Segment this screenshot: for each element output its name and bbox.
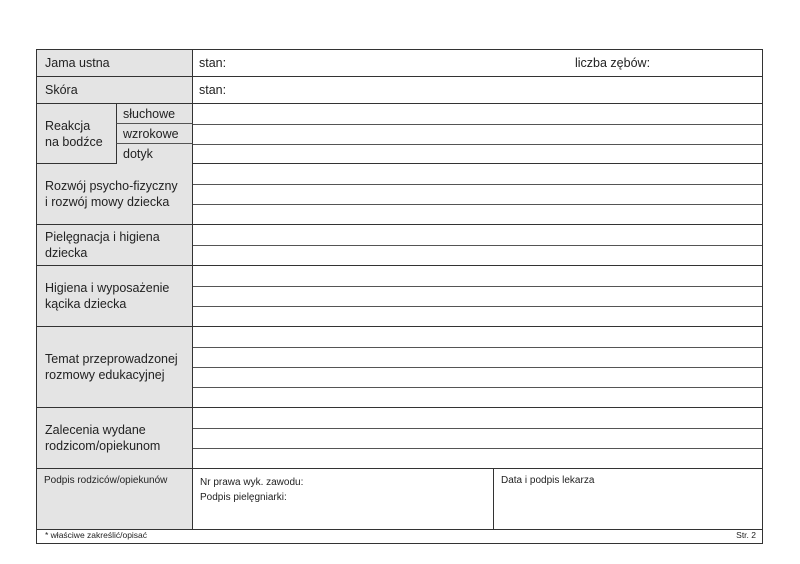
doctor-signature-label: Data i podpis lekarza	[501, 475, 595, 486]
parents-signature-label: Podpis rodziców/opiekunów	[44, 475, 168, 486]
field-temat[interactable]	[193, 327, 762, 407]
writing-line	[193, 306, 762, 307]
row-zalecenia	[37, 408, 762, 469]
row-pielegnacja	[37, 225, 762, 266]
nurse-license-label: Nr prawa wyk. zawodu:	[200, 477, 304, 488]
field-reakcja[interactable]	[193, 104, 762, 163]
doctor-signature-cell[interactable]	[494, 469, 762, 529]
row-label-pielegnacja: Pielęgnacja i higiena dziecka	[37, 225, 193, 265]
field-higiena[interactable]	[193, 266, 762, 326]
field-rozwoj[interactable]	[193, 164, 762, 224]
liczba-zebow-label: liczba zębów:	[575, 56, 651, 70]
sub-label-sluchowe: słuchowe	[116, 104, 193, 124]
row-skora	[37, 77, 762, 104]
stan-label: stan:	[199, 56, 227, 70]
writing-line	[193, 387, 762, 388]
row-reakcja	[37, 104, 762, 164]
writing-line	[193, 245, 762, 246]
field-jama-ustna[interactable]	[193, 50, 762, 76]
writing-line	[193, 184, 762, 185]
row-signatures	[37, 469, 762, 530]
row-jama-ustna	[37, 50, 762, 77]
sub-label-dotyk: dotyk	[116, 144, 193, 164]
row-label-reakcja: Reakcja na bodźce	[37, 104, 116, 163]
row-label-jama-ustna: Jama ustna	[37, 50, 193, 76]
row-label-skora: Skóra	[37, 77, 193, 103]
row-label-temat: Temat przeprowadzonej rozmowy edukacyjnej	[37, 327, 193, 407]
field-pielegnacja[interactable]	[193, 225, 762, 265]
writing-line	[193, 367, 762, 368]
row-rozwoj	[37, 164, 762, 225]
row-label-zalecenia: Zalecenia wydane rodzicom/opiekunom	[37, 408, 193, 468]
writing-line	[193, 144, 762, 145]
health-form	[36, 49, 763, 544]
nurse-signature-label: Podpis pielęgniarki:	[200, 492, 287, 503]
form-footer	[37, 527, 762, 543]
writing-line	[193, 204, 762, 205]
writing-line	[193, 124, 762, 125]
writing-line	[193, 448, 762, 449]
writing-line	[193, 347, 762, 348]
row-temat	[37, 327, 762, 408]
row-higiena	[37, 266, 762, 327]
nurse-signature-cell[interactable]	[193, 469, 494, 529]
row-label-rozwoj: Rozwój psycho-fizyczny i rozwój mowy dziecka	[37, 164, 193, 224]
page-number: Str. 2	[736, 530, 756, 540]
parents-signature-cell[interactable]	[37, 469, 193, 529]
field-zalecenia[interactable]	[193, 408, 762, 468]
footnote: * właściwe zakreślić/opisać	[45, 530, 148, 540]
sub-label-wzrokowe: wzrokowe	[116, 124, 193, 144]
stan-label: stan:	[199, 83, 227, 97]
row-label-higiena: Higiena i wyposażenie kącika dziecka	[37, 266, 193, 326]
writing-line	[193, 428, 762, 429]
field-skora[interactable]	[193, 77, 762, 103]
writing-line	[193, 286, 762, 287]
